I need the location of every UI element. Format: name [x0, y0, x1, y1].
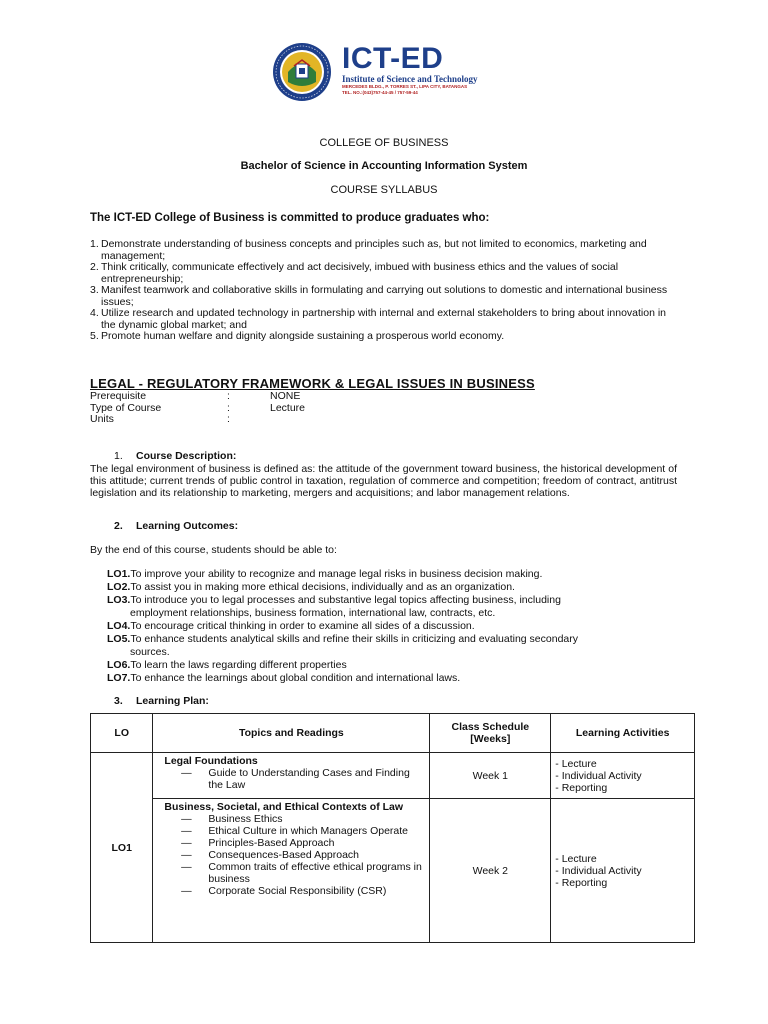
learning-outcomes-list	[107, 568, 677, 685]
college-title: COLLEGE OF BUSINESS	[319, 137, 449, 149]
logo-subtitle: Institute of Science and Technology	[342, 74, 478, 84]
section-learning-outcomes: 2. Learning Outcomes:	[114, 520, 239, 532]
header-topics: Topics and Readings	[153, 714, 430, 753]
outcome-item: LO2.To assist you in making more ethical decisions, individually and as an organization.	[107, 581, 515, 593]
topics-cell: Business, Societal, and Ethical Contexts of Law — Business Ethics — Ethical Culture in which Managers Operate — Principles-Based Approach — Consequences-Based Approach — Common traits of effective ethical programs in business — Corporate Social Responsibility (CSR)	[153, 799, 430, 943]
course-title: LEGAL - REGULATORY FRAMEWORK & LEGAL ISSUES IN BUSINESS	[90, 376, 535, 391]
activities-cell: - Lecture - Individual Activity - Reporting	[551, 753, 695, 799]
learning-plan-table	[90, 713, 695, 943]
table-header-row	[91, 714, 695, 753]
outcome-item: LO1.To improve your ability to recognize and manage legal risks in business decision making.	[107, 568, 543, 580]
section-course-description: 1. Course Description:	[114, 450, 237, 462]
section-learning-plan: 3. Learning Plan:	[114, 695, 209, 707]
course-description-text: The legal environment of business is defined as: the attitude of the government toward business, the historical development of this attitude; current trends of public control in taxation, regulation of commerce and competition; freedom of contract, antitrust legislation and its relationship to marketing, mergers and acquisitions; and labor management relations.	[90, 463, 677, 499]
goal-item: 3. Manifest teamwork and collaborative skills in formulating and carrying out solutions to domestic and international business issues;	[90, 284, 668, 308]
document-title: COURSE SYLLABUS	[330, 184, 438, 196]
week-cell: Week 1	[430, 753, 551, 799]
logo-telephone: TEL. NO.:(043)757-44-45 / 757-59-44	[342, 90, 418, 95]
mission-intro: The ICT-ED College of Business is committed to produce graduates who:	[90, 212, 490, 224]
activities-cell: - Lecture - Individual Activity - Reporting	[551, 799, 695, 943]
course-info	[90, 391, 305, 426]
week-cell: Week 2	[430, 799, 551, 943]
header-lo: LO	[91, 714, 153, 753]
graduate-goals-list	[90, 239, 680, 343]
table-row	[91, 799, 695, 943]
outcome-item: LO6.To learn the laws regarding different properties	[107, 659, 347, 671]
logo-wordmark: ICT-ED	[342, 42, 444, 75]
outcome-item: LO5.To enhance students analytical skills and refine their skills in criticizing and evaluating secondary sources.	[107, 633, 578, 658]
program-title: Bachelor of Science in Accounting Information System	[240, 160, 528, 172]
table-row	[91, 753, 695, 799]
info-row-units: Units :	[90, 413, 230, 425]
logo-address: MERCEDES BLDG., P. TORRES ST., LIPA CITY, BATANGAS	[342, 84, 468, 89]
goal-item: 4. Utilize research and updated technology in partnership with internal and external stakeholders to bring about innovation in the dynamic global market; and	[90, 307, 667, 331]
info-row-prerequisite: Prerequisite : NONE	[90, 390, 301, 402]
seal-icon	[272, 42, 332, 102]
institution-logo	[272, 42, 502, 102]
outcome-item: LO7.To enhance the learnings about global condition and international laws.	[107, 672, 461, 684]
info-row-type: Type of Course : Lecture	[90, 401, 306, 414]
goal-item: 2. Think critically, communicate effectively and act decisively, imbued with business ethics and the values of social entrepreneurship;	[90, 261, 619, 285]
outcome-item: LO3.To introduce you to legal processes and substantive legal topics affecting business, including employment relationships, business formation, international law, contracts, etc.	[107, 594, 561, 619]
goal-item: 5. Promote human welfare and dignity alongside sustaining a prosperous world economy.	[90, 330, 505, 342]
outcomes-lead: By the end of this course, students should be able to:	[90, 544, 337, 556]
outcome-item: LO4.To encourage critical thinking in order to examine all sides of a discussion.	[107, 620, 475, 632]
topics-cell: Legal Foundations — Guide to Understanding Cases and Finding the Law	[153, 753, 430, 799]
lo-cell: LO1	[91, 753, 153, 943]
goal-item: 1. Demonstrate understanding of business concepts and principles such as, but not limited to economics, marketing and management;	[90, 238, 647, 262]
header-schedule: Class Schedule [Weeks]	[430, 714, 551, 753]
header-activities: Learning Activities	[551, 714, 695, 753]
